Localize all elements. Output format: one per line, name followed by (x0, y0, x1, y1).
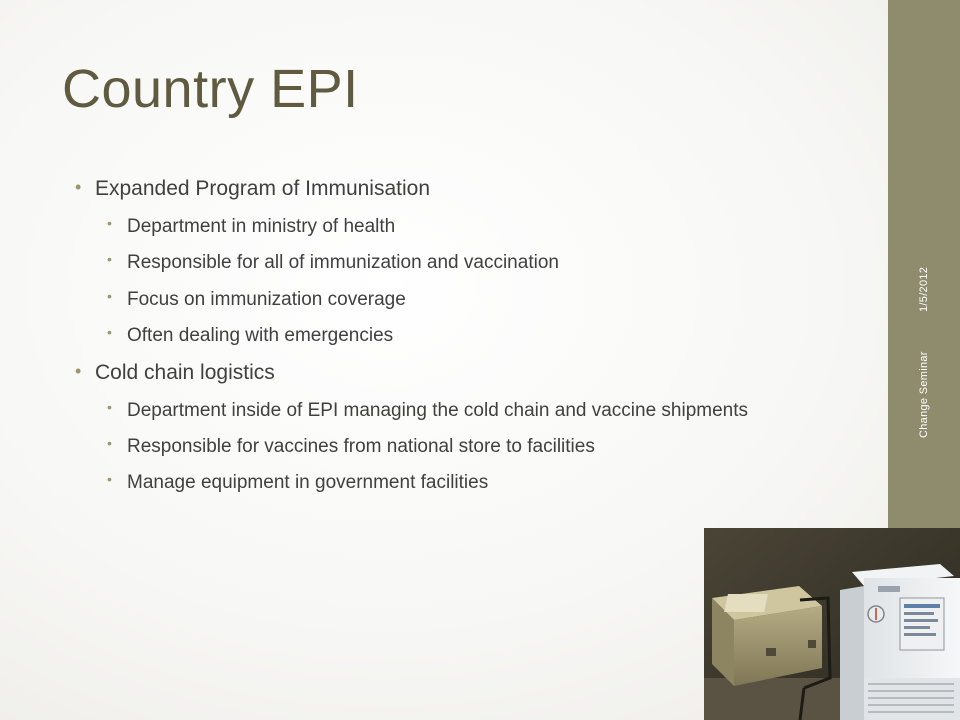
sub-bullet-text: Responsible for all of immunization and vaccination (127, 252, 559, 274)
sub-bullet-list (95, 215, 835, 347)
bullet-icon: • (107, 323, 112, 340)
sub-bullet-item (95, 435, 835, 458)
freezer-photo-illustration (704, 528, 960, 720)
sub-bullet-item (95, 324, 835, 347)
slide-footer (888, 250, 960, 440)
sub-bullet-text: Department in ministry of health (127, 216, 396, 238)
slide-title: Country EPI (62, 59, 359, 119)
sub-bullet-item (95, 399, 835, 422)
bullet-text: Expanded Program of Immunisation (95, 177, 431, 200)
sub-bullet-text: Manage equipment in government facilities (127, 472, 489, 494)
sub-bullet-item (95, 288, 835, 311)
sub-bullet-item (95, 251, 835, 274)
cold-chain-equipment-photo (704, 528, 960, 720)
bullet-icon: • (107, 435, 112, 452)
sub-bullet-text: Responsible for vaccines from national store to facilities (127, 436, 595, 458)
bullet-icon: • (75, 177, 82, 197)
sub-bullet-text: Often dealing with emergencies (127, 324, 394, 346)
bullet-icon: • (75, 360, 82, 381)
bullet-item (75, 360, 835, 495)
footer-text: Change Seminar (918, 351, 930, 438)
bullet-text: Cold chain logistics (95, 360, 275, 384)
sub-bullet-item (95, 471, 835, 494)
sub-bullet-text: Focus on immunization coverage (127, 288, 406, 310)
bullet-icon: • (107, 287, 112, 304)
bullet-icon: • (107, 399, 112, 416)
bullet-icon: • (107, 471, 112, 488)
bullet-icon: • (107, 215, 112, 232)
sub-bullet-text: Department inside of EPI managing the cold chain and vaccine shipments (127, 400, 749, 422)
footer-date: 1/5/2012 (918, 266, 930, 312)
bullet-item (75, 176, 835, 347)
bullet-list (75, 176, 835, 508)
sub-bullet-item (95, 215, 835, 238)
sub-bullet-list (95, 399, 835, 495)
bullet-icon: • (107, 251, 112, 268)
